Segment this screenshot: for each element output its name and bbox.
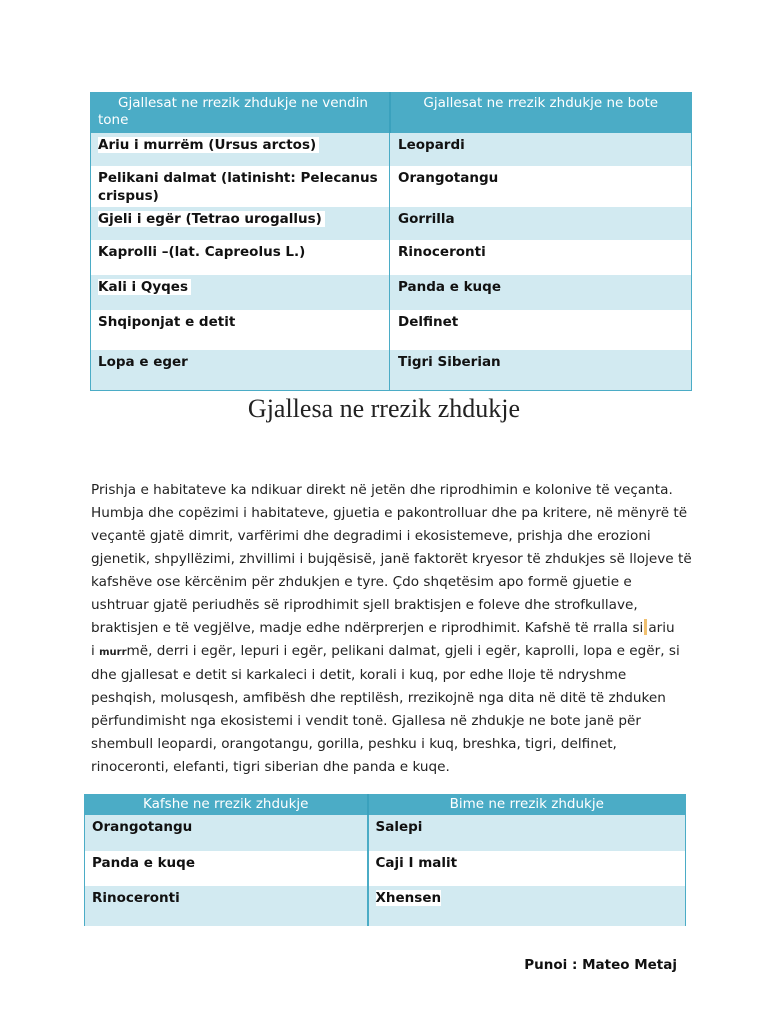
table-row [91, 275, 692, 310]
table-cell: Rinoceronti [85, 886, 368, 926]
table-row [85, 815, 686, 851]
paragraph-line: peshqish, molusqesh, amfibësh dhe reptilësh, rrezikojnë nga dita në ditë të zhduken [91, 690, 666, 706]
table-cell: Kali i Qyqes [98, 279, 191, 295]
paragraph-line: Prishja e habitateve ka ndikuar direkt në jetën dhe riprodhimin e kolonive të veçanta. [91, 482, 673, 498]
paragraph-line: i murrmë, derri i egër, lepuri i egër, pelikani dalmat, gjeli i egër, kaprolli, lopa e egër, si [91, 643, 680, 659]
table-cell: Shqiponjat e detit [98, 314, 236, 330]
paragraph-line: veçantë gjatë dimrit, varfërimi dhe degradimi i ekosistemeve, prishja dhe erozioni [91, 528, 651, 544]
author-credit: Punoi : Mateo Metaj [524, 957, 677, 973]
table-cell: Salepi [375, 819, 423, 835]
table-cell: Leopardi [390, 133, 692, 166]
table-row [91, 310, 692, 350]
table-cell: Delfinet [390, 310, 692, 350]
table-cell: Gjeli i egër (Tetrao urogallus) [98, 211, 325, 227]
table-cell: Gorrilla [390, 207, 692, 240]
table-row [85, 851, 686, 886]
table-row [91, 350, 692, 390]
table-cell: Lopa e eger [98, 354, 188, 370]
column-header-animals: Kafshe ne rrezik zhdukje [85, 794, 368, 815]
table-cell: Ariu i murrëm (Ursus arctos) [98, 137, 319, 153]
table-row [91, 207, 692, 240]
table-row [91, 166, 692, 207]
table-row [91, 240, 692, 275]
animals-plants-table [84, 794, 686, 926]
paragraph-line: kafshëve ose kërcënim për zhdukjen e tyre. Çdo shqetësim apo formë gjuetie e [91, 574, 632, 590]
paragraph-line: Humbja dhe copëzimi i habitateve, gjuetia e pakontrolluar dhe pa kritere, në mënyrë të [91, 505, 688, 521]
paragraph-line: rinoceronti, elefanti, tigri siberian dhe panda e kuqe. [91, 759, 450, 775]
paragraph-line: përfundimisht nga ekosistemi i vendit tonë. Gjallesa në zhdukje ne bote janë për [91, 713, 641, 729]
table-row [91, 133, 692, 166]
paragraph-line: shembull leopardi, orangotangu, gorilla, peshku i kuq, breshka, tigri, delfinet, [91, 736, 617, 752]
table-cell: Tigri Siberian [390, 350, 692, 390]
body-paragraph [91, 479, 691, 779]
paragraph-line: gjenetik, shpyllëzimi, zhvillimi i bujqësisë, janë faktorët kryesor të zhdukjes së llojeve të [91, 551, 692, 567]
table-cell: Caji I malit [375, 855, 458, 871]
table-cell: Kaprolli –(lat. Capreolus L.) [98, 244, 306, 260]
column-header-world: Gjallesat ne rrezik zhdukje ne bote [390, 92, 692, 133]
text-cursor-highlight [644, 619, 647, 635]
table-cell: Orangotangu [390, 166, 692, 207]
document-title: Gjallesa ne rrezik zhdukje [247, 394, 521, 423]
table-cell: Pelikani dalmat (latinisht: Pelecanus crispus) [98, 170, 378, 204]
table-cell: Xhensen [375, 890, 442, 906]
paragraph-line: ushtruar gjatë periudhës së riprodhimit sjell braktisjen e foleve dhe strofkullave, [91, 597, 638, 613]
column-header-plants: Bime ne rrezik zhdukje [368, 794, 686, 815]
column-header-local: Gjallesat ne rrezik zhdukje ne vendin tone [91, 92, 390, 133]
table-cell: Orangotangu [85, 815, 368, 851]
table-cell: Rinoceronti [390, 240, 692, 275]
endangered-species-table [90, 92, 692, 391]
table-row [85, 886, 686, 926]
table-cell: Panda e kuqe [390, 275, 692, 310]
paragraph-line: braktisjen e të vegjëlve, madje edhe ndërprerjen e riprodhimit. Kafshë të rralla si ariu [91, 620, 675, 636]
paragraph-line: dhe gjallesat e detit si karkaleci i detit, korali i kuq, por edhe lloje të ndryshme [91, 667, 627, 683]
table-cell: Panda e kuqe [85, 851, 368, 886]
